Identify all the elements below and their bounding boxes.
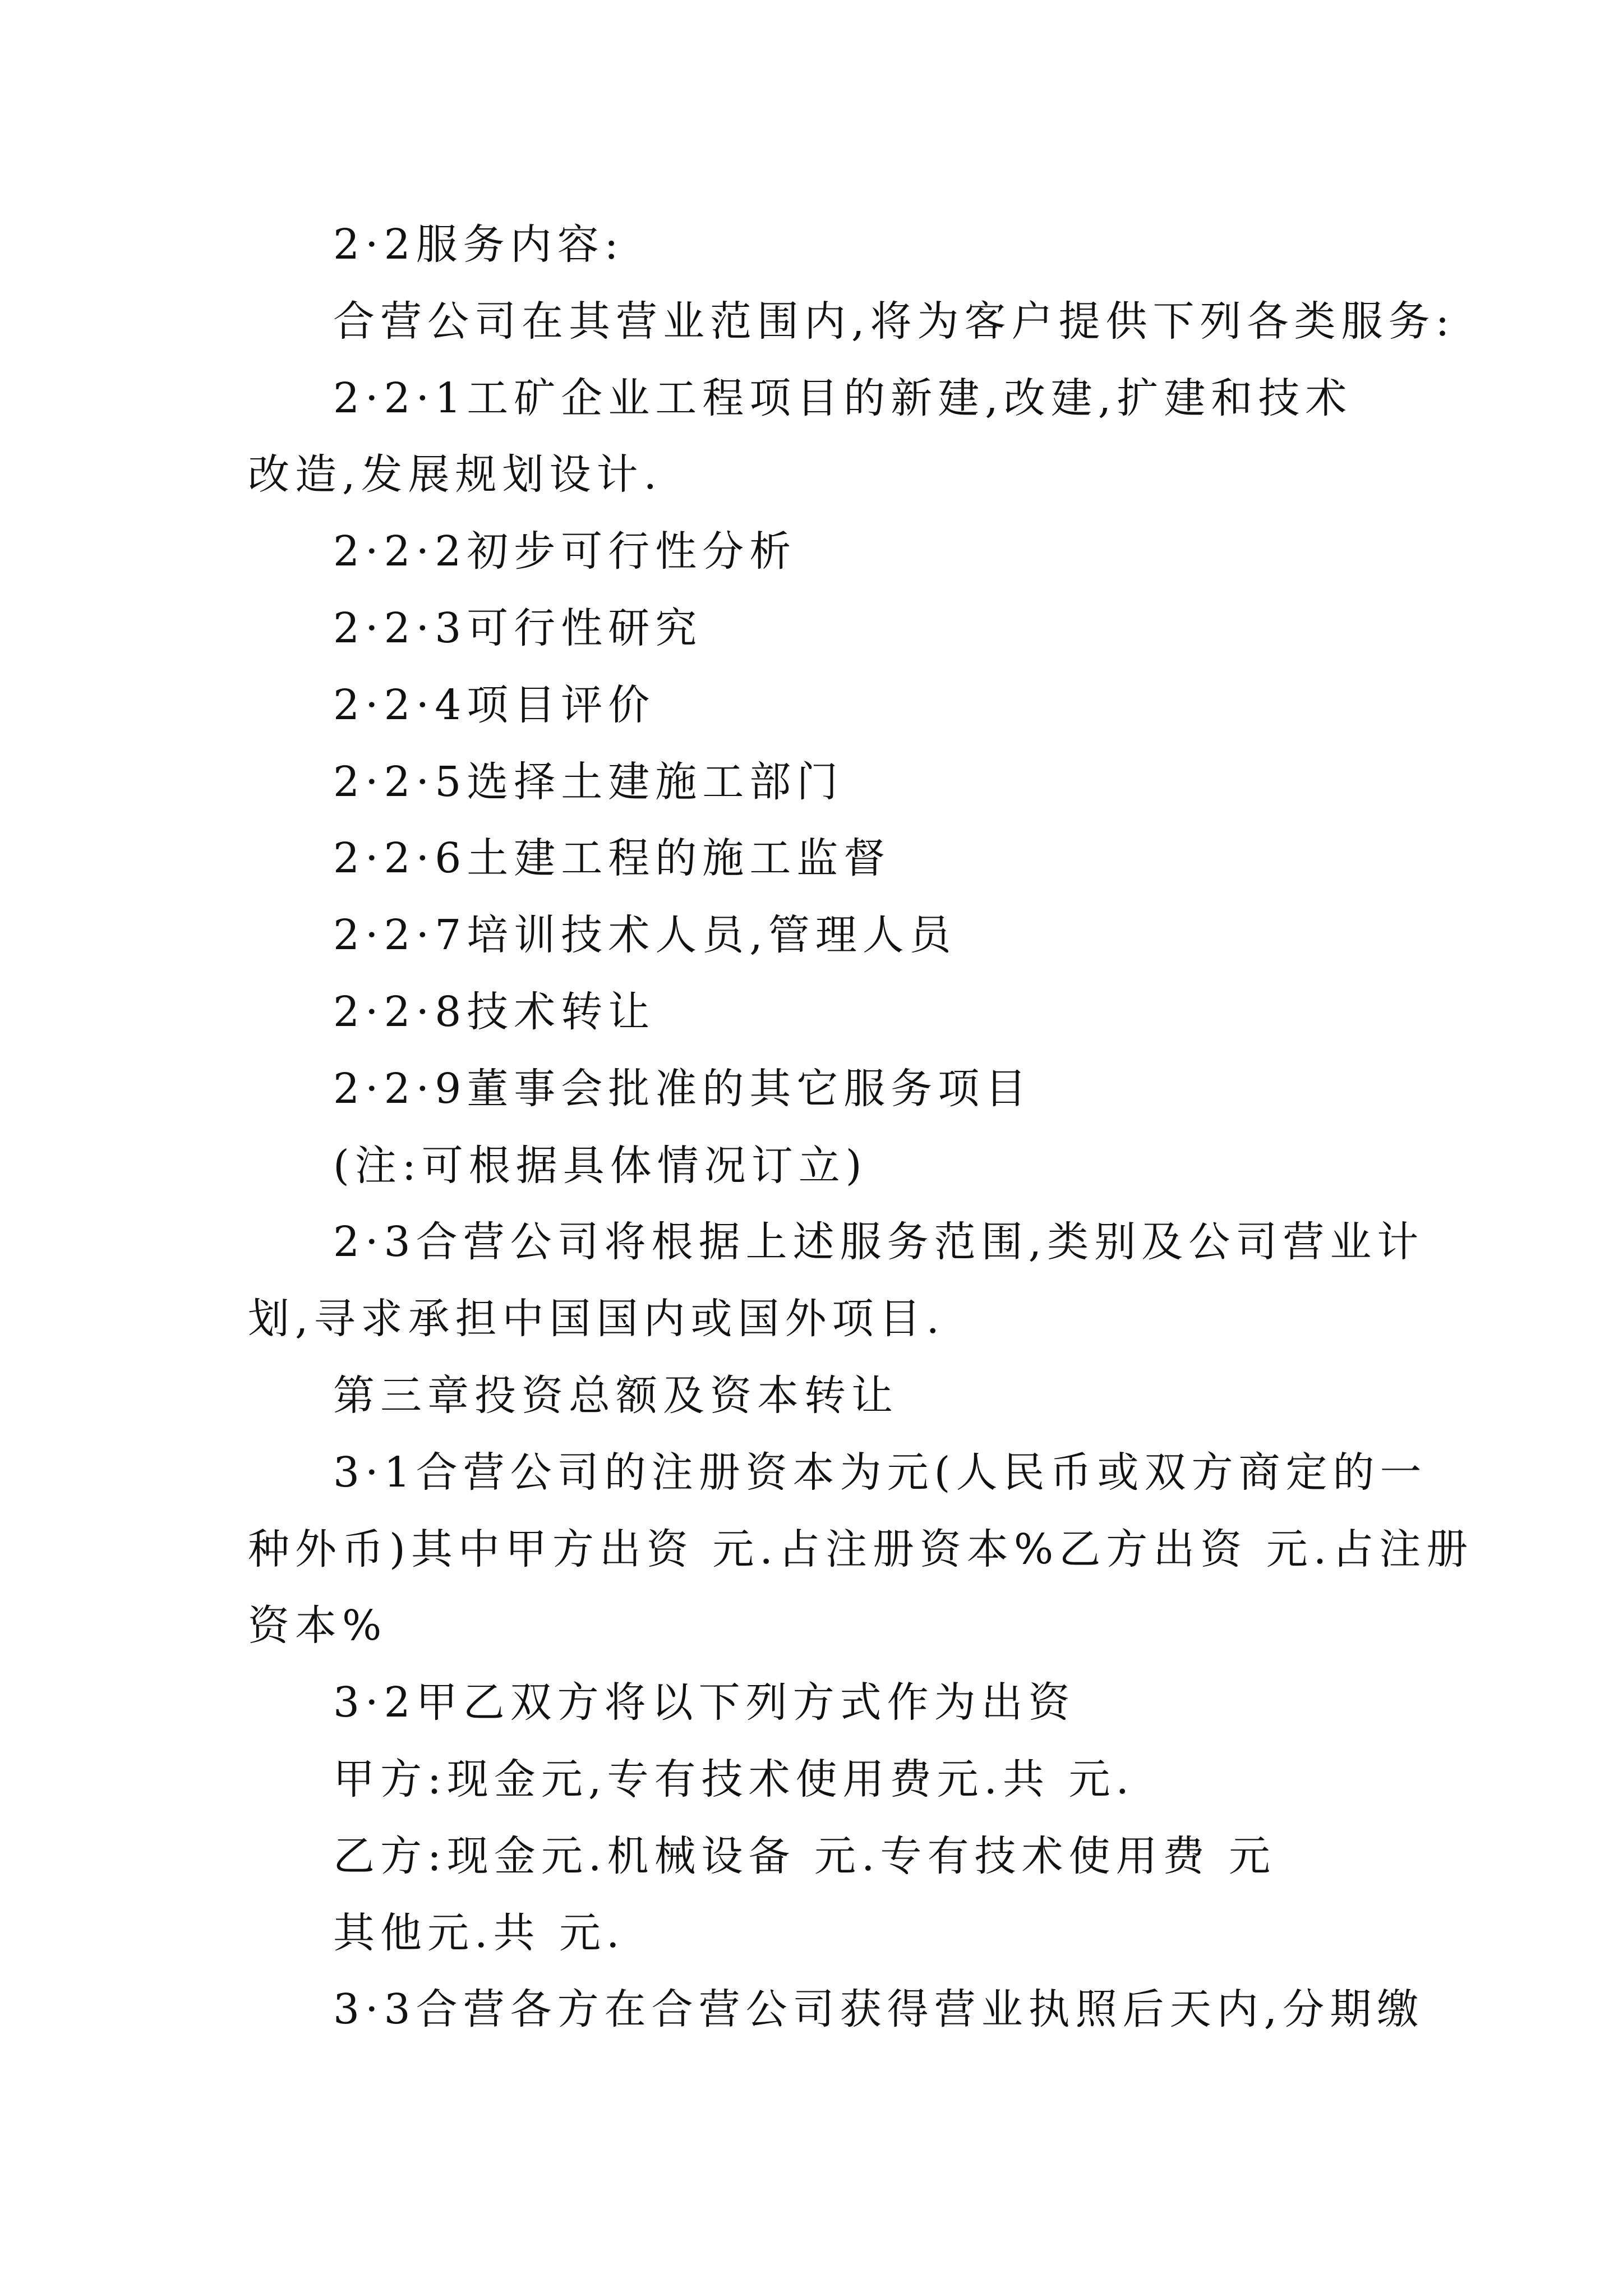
text-line-19: 资本% bbox=[248, 1602, 388, 1650]
text-line-20: 3·2甲乙双方将以下列方式作为出资 bbox=[333, 1678, 1076, 1727]
text-line-11: 2·2·8技术转让 bbox=[333, 987, 656, 1036]
text-line-10: 2·2·7培训技术人员,管理人员 bbox=[333, 911, 957, 960]
text-line-7: 2·2·4项目评价 bbox=[333, 680, 656, 729]
text-line-5: 2·2·2初步可行性分析 bbox=[333, 527, 797, 576]
text-line-23: 其他元.共 元. bbox=[333, 1908, 625, 1957]
text-line-16: 第三章投资总额及资本转让 bbox=[333, 1371, 898, 1420]
text-line-3: 2·2·1工矿企业工程项目的新建,改建,扩建和技术 bbox=[333, 374, 1353, 422]
text-line-13: (注:可根据具体情况订立) bbox=[333, 1141, 868, 1190]
text-line-1: 2·2服务内容: bbox=[333, 220, 624, 269]
text-line-2: 合营公司在其营业范围内,将为客户提供下列各类服务: bbox=[333, 297, 1455, 346]
text-line-24: 3·3合营各方在合营公司获得营业执照后天内,分期缴 bbox=[333, 1985, 1424, 2034]
text-line-15: 划,寻求承担中国国内或国外项目. bbox=[248, 1295, 946, 1343]
text-line-21: 甲方:现金元,专有技术使用费元.共 元. bbox=[333, 1755, 1135, 1803]
text-line-12: 2·2·9董事会批准的其它服务项目 bbox=[333, 1064, 1032, 1113]
text-line-22: 乙方:现金元.机械设备 元.专有技术使用费 元 bbox=[333, 1832, 1276, 1880]
text-line-18: 种外币)其中甲方出资 元.占注册资本%乙方出资 元.占注册 bbox=[248, 1525, 1474, 1573]
text-line-9: 2·2·6土建工程的施工监督 bbox=[333, 834, 891, 883]
document-body bbox=[248, 206, 1474, 2048]
text-line-8: 2·2·5选择土建施工部门 bbox=[333, 757, 844, 806]
text-line-6: 2·2·3可行性研究 bbox=[333, 604, 703, 652]
text-line-4: 改造,发展规划设计. bbox=[248, 450, 663, 499]
text-line-17: 3·1合营公司的注册资本为元(人民币或双方商定的一 bbox=[333, 1448, 1427, 1497]
text-line-14: 2·3合营公司将根据上述服务范围,类别及公司营业计 bbox=[333, 1218, 1424, 1267]
